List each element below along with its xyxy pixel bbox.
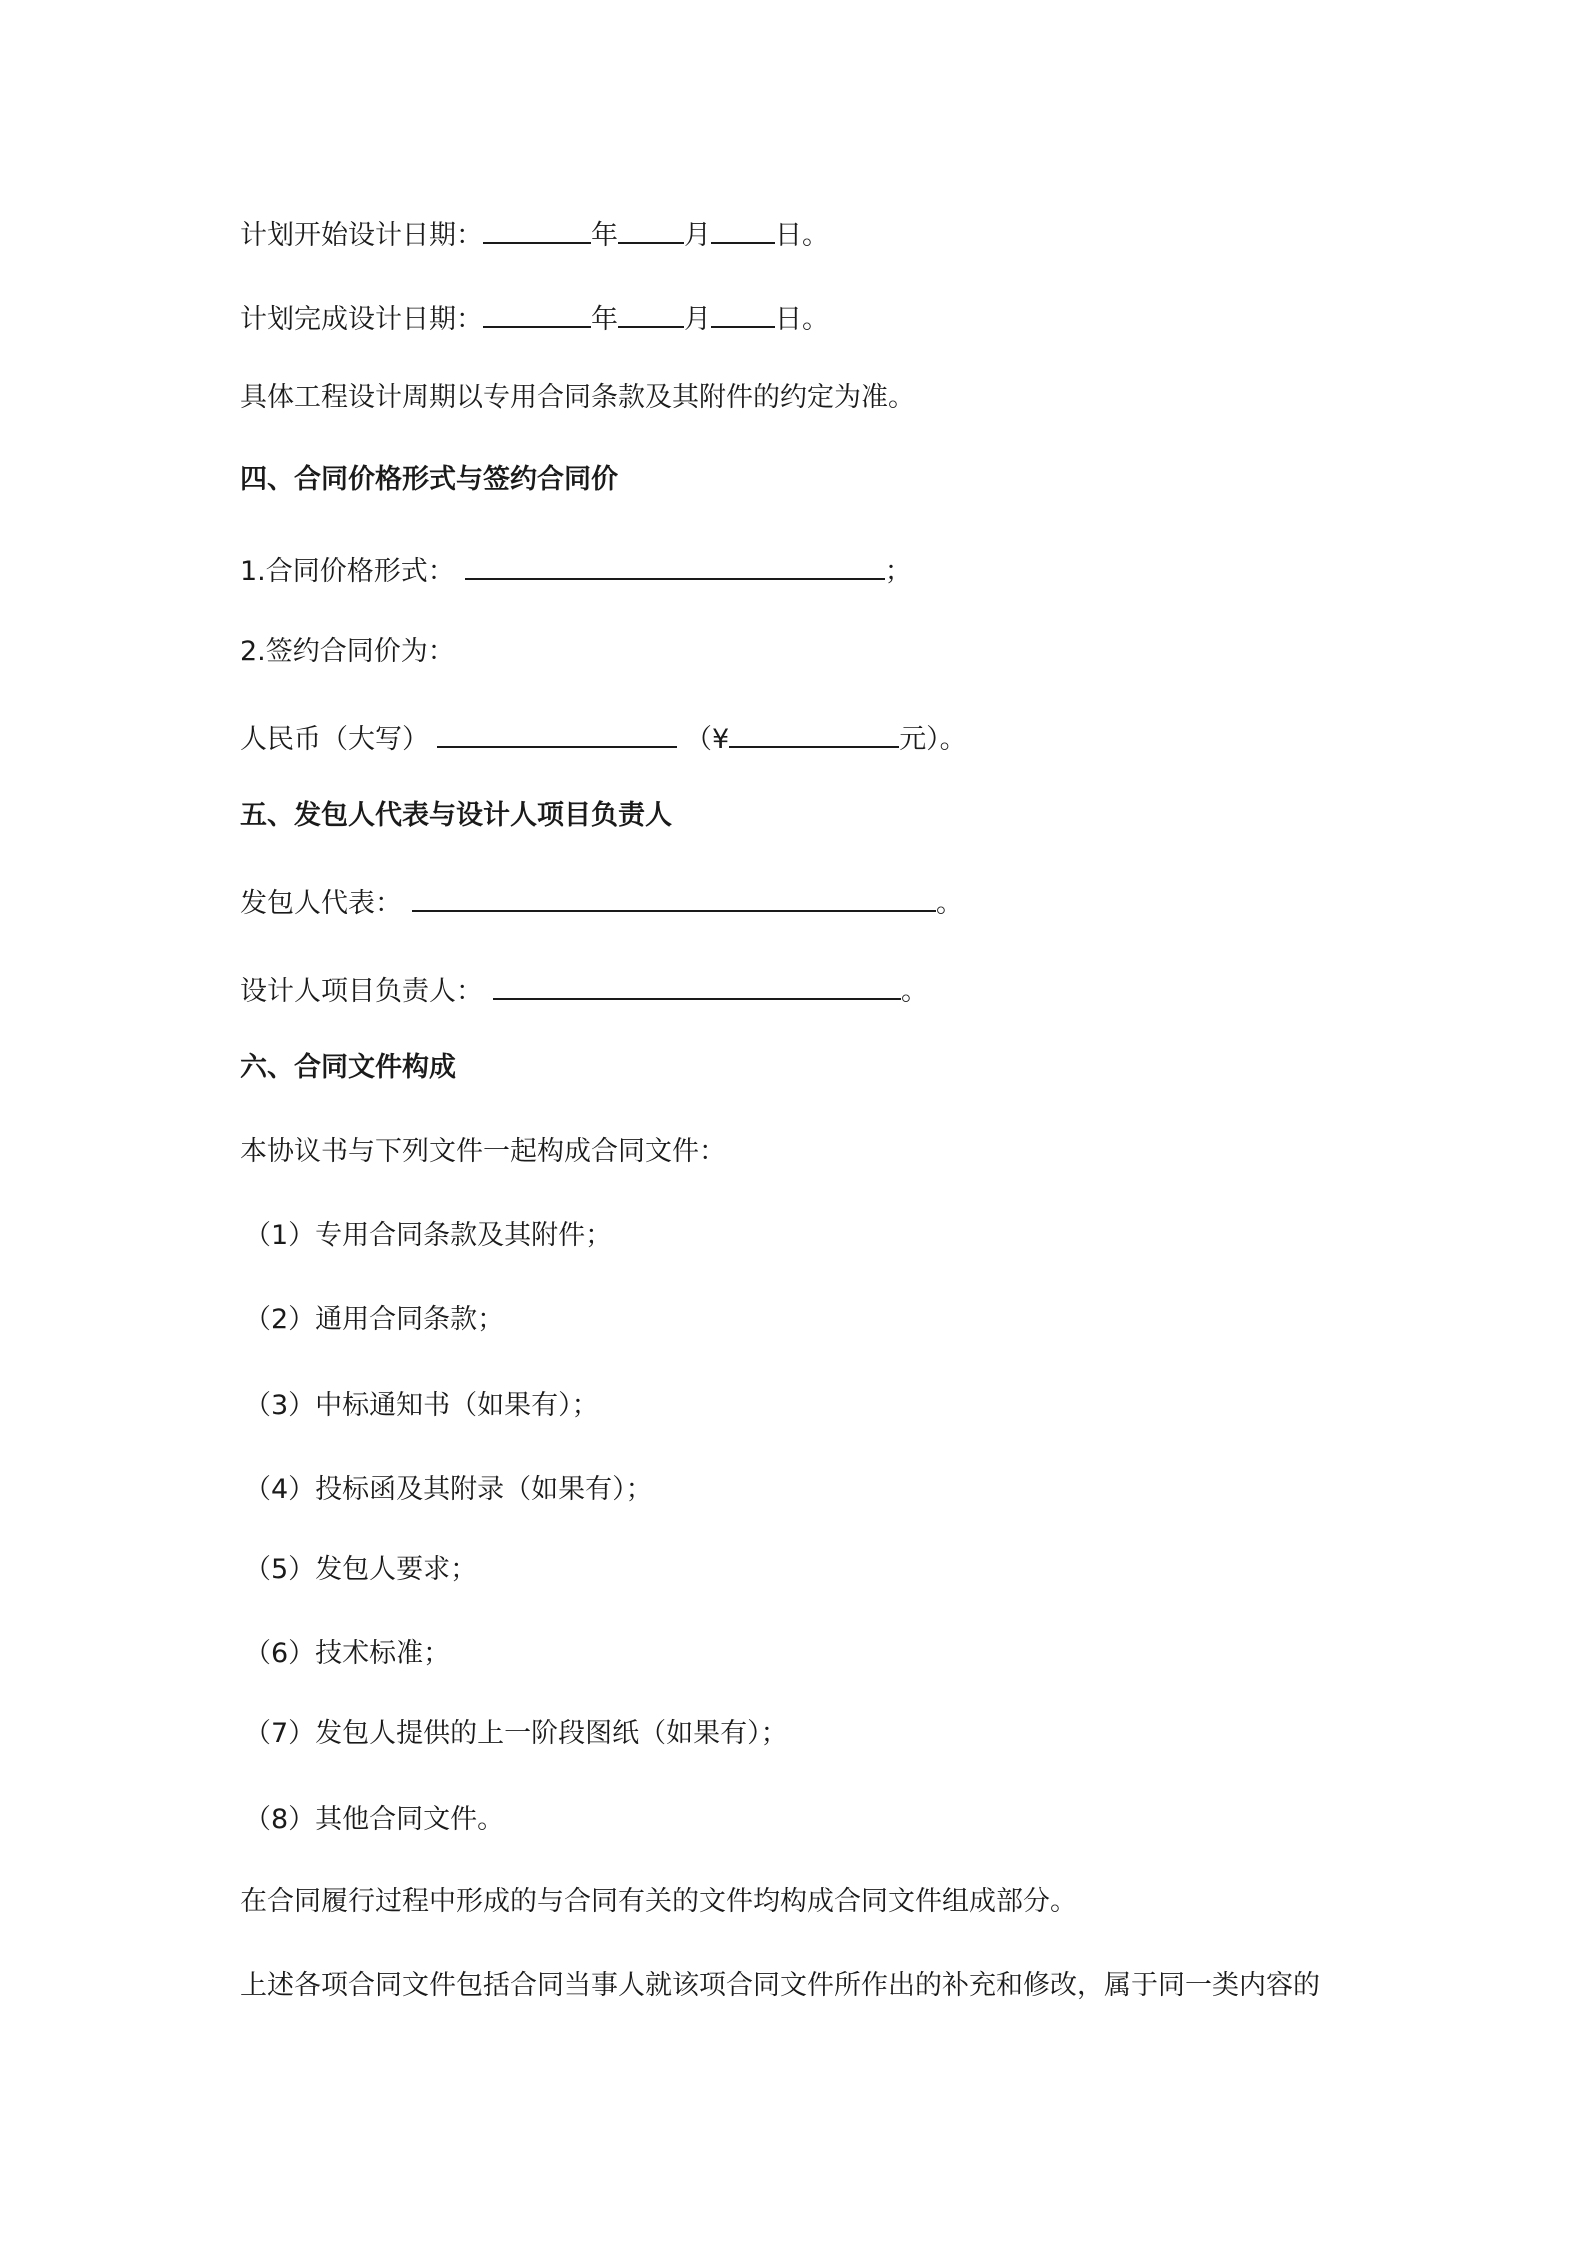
month-label: 月 (684, 220, 711, 251)
start-month-field[interactable] (618, 212, 684, 244)
intro-text: 本协议书与下列文件一起构成合同文件： (240, 1136, 726, 1167)
end-day-field[interactable] (711, 296, 775, 328)
yen-amount-field[interactable] (729, 716, 899, 748)
list-item: （3）中标通知书（如果有）； (244, 1390, 599, 1421)
employer-rep-field[interactable] (412, 880, 936, 912)
price-form-field[interactable] (465, 548, 885, 580)
section-4-heading: 四、合同价格形式与签约合同价 (240, 464, 618, 495)
list-item: （6）技术标准； (244, 1638, 451, 1669)
day-label: 日。 (775, 220, 829, 251)
start-day-field[interactable] (711, 212, 775, 244)
end-month-field[interactable] (618, 296, 684, 328)
start-year-field[interactable] (483, 212, 591, 244)
day-label: 日。 (775, 304, 829, 335)
rmb-line (240, 716, 967, 756)
section-6-heading: 六、合同文件构成 (240, 1052, 456, 1083)
designer-lead-line (240, 968, 928, 1008)
paragraph-2: 上述各项合同文件包括合同当事人就该项合同文件所作出的补充和修改，属于同一类内容的 (240, 1970, 1320, 2001)
year-label: 年 (591, 220, 618, 251)
list-item: （4）投标函及其附录（如果有）； (244, 1474, 653, 1505)
section-5-heading: 五、发包人代表与设计人项目负责人 (240, 800, 672, 831)
price-form-end: ； (884, 556, 912, 587)
month-label: 月 (684, 304, 711, 335)
contract-price-label: 2.签约合同价为： (240, 636, 455, 667)
plan-start-label: 计划开始设计日期： (240, 220, 483, 251)
employer-rep-label: 发包人代表： (240, 888, 402, 919)
period-note: 具体工程设计周期以专用合同条款及其附件的约定为准。 (240, 382, 915, 413)
plan-start-date-line (240, 212, 829, 252)
list-item: （8）其他合同文件。 (244, 1804, 505, 1835)
designer-lead-field[interactable] (493, 968, 901, 1000)
period-end: 。 (901, 976, 928, 1007)
price-form-line (240, 548, 912, 588)
rmb-label: 人民币（大写） (240, 724, 429, 755)
period-end: 。 (936, 888, 963, 919)
designer-lead-label: 设计人项目负责人： (240, 976, 483, 1007)
end-year-field[interactable] (483, 296, 591, 328)
price-form-label: 1.合同价格形式： (240, 556, 455, 587)
yuan-close: 元）。 (899, 724, 967, 755)
rmb-uppercase-field[interactable] (437, 716, 677, 748)
year-label: 年 (591, 304, 618, 335)
list-item: （7）发包人提供的上一阶段图纸（如果有）； (244, 1718, 788, 1749)
list-item: （1）专用合同条款及其附件； (244, 1220, 613, 1251)
employer-rep-line (240, 880, 963, 920)
plan-end-date-line (240, 296, 829, 336)
plan-end-label: 计划完成设计日期： (240, 304, 483, 335)
list-item: （5）发包人要求； (244, 1554, 478, 1585)
paragraph-1: 在合同履行过程中形成的与合同有关的文件均构成合同文件组成部分。 (240, 1886, 1077, 1917)
list-item: （2）通用合同条款； (244, 1304, 505, 1335)
yen-open: （¥ (685, 724, 730, 755)
